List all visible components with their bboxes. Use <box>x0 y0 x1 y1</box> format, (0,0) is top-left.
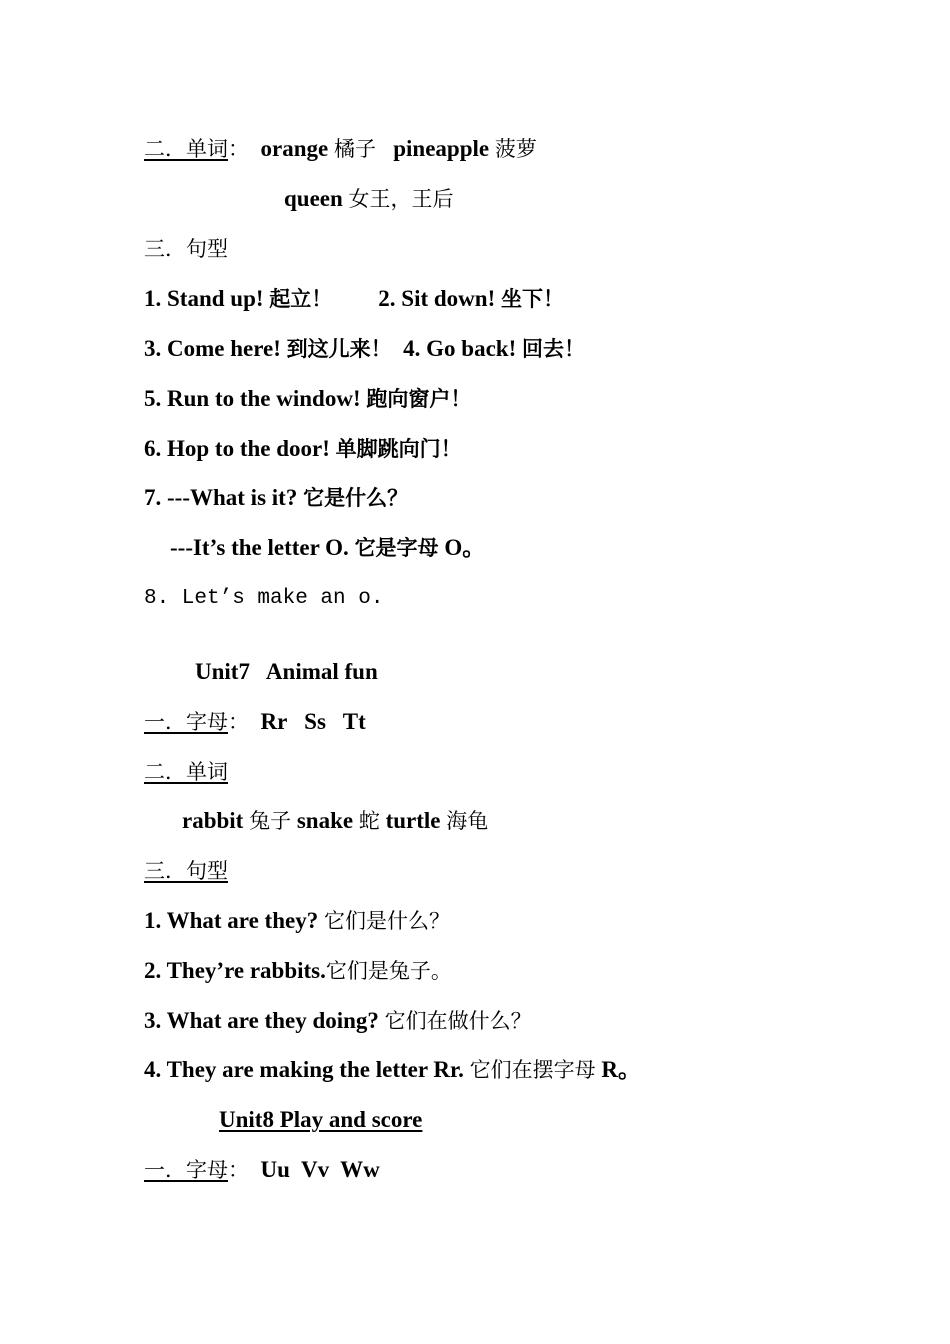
unit8-title <box>219 1105 422 1135</box>
word: turtle <box>385 808 441 833</box>
translation: 单脚跳向门！ <box>335 437 462 461</box>
sentence-line <box>144 956 452 986</box>
colon: ： <box>228 710 249 734</box>
sentence-line <box>144 1006 532 1036</box>
title-text: Unit8 Play and score <box>219 1107 423 1132</box>
word: snake <box>296 808 354 833</box>
translation: 起立！ <box>269 287 333 311</box>
letters: Rr Ss Tt <box>260 709 366 734</box>
translation: 它们在摆字母 <box>469 1058 596 1082</box>
colon: ： <box>228 137 249 161</box>
sentence-line <box>144 434 462 464</box>
sentence: 2. Sit down! <box>378 286 496 311</box>
translation: 海龟 <box>446 809 489 833</box>
translation: 橘子 <box>333 137 376 161</box>
translation: 菠萝 <box>494 137 537 161</box>
word: queen <box>284 186 343 211</box>
sentence: ---It’s the letter O. <box>170 535 349 560</box>
letters: Uu Vv Ww <box>260 1157 380 1182</box>
sentence: 5. Run to the window! <box>144 386 361 411</box>
section-heading-vocabulary: 二．单词 <box>144 137 228 161</box>
section-heading-vocabulary <box>144 757 228 787</box>
translation: 跑向窗户！ <box>366 387 472 411</box>
sentence-line <box>144 483 408 513</box>
word: pineapple <box>393 136 490 161</box>
sentence: 7. ---What is it? <box>144 485 298 510</box>
title-text: Unit7 Animal fun <box>195 659 378 684</box>
sentence: 1. What are they? <box>144 908 319 933</box>
sentence-line <box>170 533 485 563</box>
sentence: 3. Come here! <box>144 336 281 361</box>
sentence-line <box>144 1055 641 1085</box>
translation: 它是什么？ <box>303 486 409 510</box>
colon: ： <box>228 1158 249 1182</box>
translation: 它们在做什么？ <box>384 1009 532 1033</box>
letters-line <box>144 1155 380 1185</box>
heading-text: 二．单词 <box>144 760 228 784</box>
sentence: 2. They’re rabbits. <box>144 958 326 983</box>
section-heading-sentences <box>144 234 228 264</box>
sentence: 3. What are they doing? <box>144 1008 379 1033</box>
translation: 它们是兔子。 <box>325 959 452 983</box>
sentence-line <box>144 284 564 314</box>
heading-text: 三．句型 <box>144 237 228 261</box>
vocab-line-2 <box>284 184 454 214</box>
sentence: 8. Let’s make an o. <box>144 587 384 610</box>
translation: 女王，王后 <box>348 187 454 211</box>
unit7-title <box>195 657 378 687</box>
sentence-line <box>144 906 450 936</box>
translation: 回去！ <box>521 337 585 361</box>
translation: 坐下！ <box>500 287 564 311</box>
section-heading-sentences <box>144 856 228 886</box>
sentence-line <box>144 334 585 364</box>
sentence-line <box>144 384 471 414</box>
section-heading-letters: 一．字母 <box>144 1158 228 1182</box>
word: orange <box>260 136 329 161</box>
translation: 到这儿来！ <box>286 337 392 361</box>
translation: 它是字母 <box>354 536 439 560</box>
sentence: 1. Stand up! <box>144 286 264 311</box>
heading-text: 三．句型 <box>144 859 228 883</box>
word: rabbit <box>182 808 244 833</box>
sentence-line <box>144 584 383 614</box>
section-heading-letters: 一．字母 <box>144 710 228 734</box>
translation: 它们是什么？ <box>323 909 450 933</box>
letter: R。 <box>601 1057 641 1082</box>
translation: 蛇 <box>358 809 380 833</box>
vocab-line-1 <box>144 134 537 164</box>
sentence: 4. They are making the letter Rr. <box>144 1057 464 1082</box>
letter: O。 <box>444 535 486 560</box>
sentence: 6. Hop to the door! <box>144 436 330 461</box>
letters-line <box>144 707 366 737</box>
translation: 兔子 <box>249 809 292 833</box>
sentence: 4. Go back! <box>403 336 517 361</box>
vocab-line <box>182 806 488 836</box>
